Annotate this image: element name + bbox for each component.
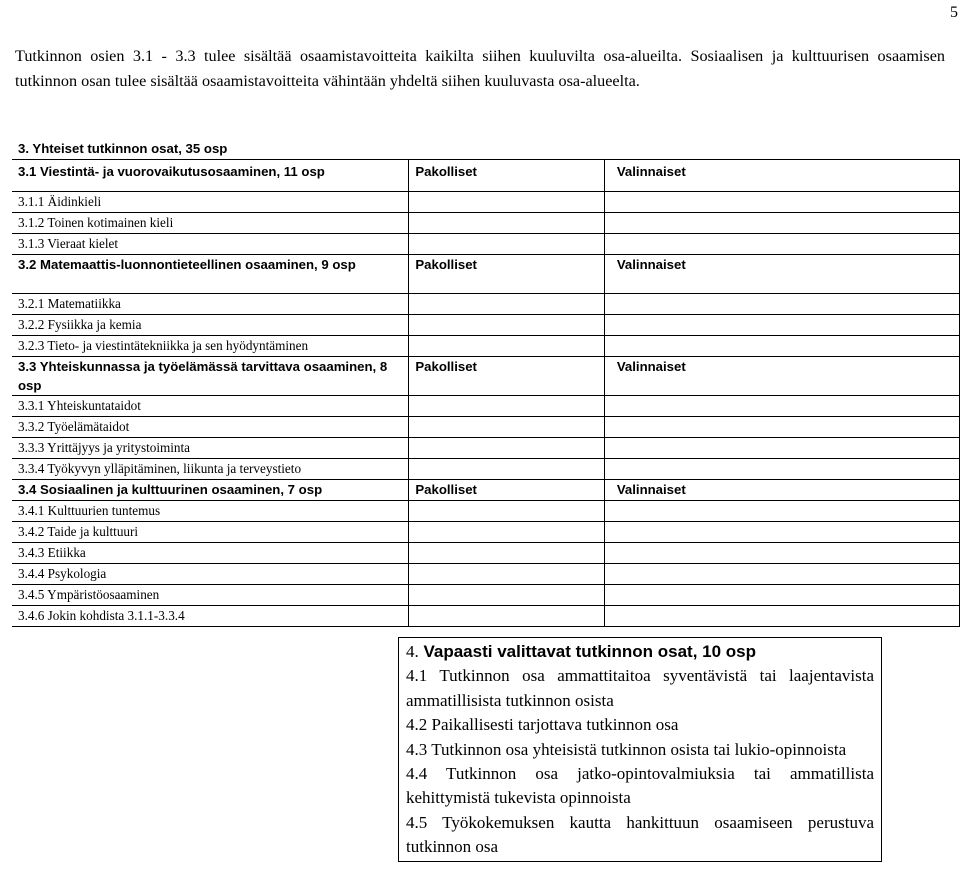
group-header-row xyxy=(12,255,960,294)
mandatory-cell xyxy=(409,522,604,543)
optional-label: Valinnaiset xyxy=(604,357,959,396)
mandatory-cell xyxy=(409,606,604,627)
unit-name: 3.4.1 Kulttuurien tuntemus xyxy=(12,501,409,522)
group-heading: 3.1 Viestintä- ja vuorovaikutusosaaminen, 11 osp xyxy=(12,160,409,192)
optional-cell xyxy=(604,294,959,315)
unit-name: 3.1.2 Toinen kotimainen kieli xyxy=(12,213,409,234)
mandatory-label: Pakolliset xyxy=(409,480,604,501)
free-heading-text: Vapaasti valittavat tutkinnon osat, 10 osp xyxy=(423,642,757,661)
section-3-heading: 3. Yhteiset tutkinnon osat, 35 osp xyxy=(18,141,228,156)
unit-name: 3.4.5 Ympäristöosaaminen xyxy=(12,585,409,606)
table-row xyxy=(12,396,960,417)
unit-name: 3.1.3 Vieraat kielet xyxy=(12,234,409,255)
mandatory-cell xyxy=(409,336,604,357)
optional-cell xyxy=(604,459,959,480)
table-row xyxy=(12,606,960,627)
table-row xyxy=(12,543,960,564)
page-number: 5 xyxy=(950,4,958,21)
optional-cell xyxy=(604,396,959,417)
optional-cell xyxy=(604,501,959,522)
group-heading: 3.4 Sosiaalinen ja kulttuurinen osaaminen, 7 osp xyxy=(12,480,409,501)
optional-cell xyxy=(604,606,959,627)
group-heading: 3.3 Yhteiskunnassa ja työelämässä tarvittava osaaminen, 8 osp xyxy=(12,357,409,396)
group-header-row xyxy=(12,480,960,501)
group-header-row xyxy=(12,160,960,192)
optional-cell xyxy=(604,234,959,255)
unit-name: 3.4.2 Taide ja kulttuuri xyxy=(12,522,409,543)
unit-name: 3.3.4 Työkyvyn ylläpitäminen, liikunta ja terveystieto xyxy=(12,459,409,480)
mandatory-label: Pakolliset xyxy=(409,160,604,192)
optional-cell xyxy=(604,336,959,357)
unit-name: 3.2.2 Fysiikka ja kemia xyxy=(12,315,409,336)
unit-name: 3.3.1 Yhteiskuntataidot xyxy=(12,396,409,417)
table-row xyxy=(12,564,960,585)
unit-name: 3.4.3 Etiikka xyxy=(12,543,409,564)
unit-name: 3.3.3 Yrittäjyys ja yritystoiminta xyxy=(12,438,409,459)
unit-name: 3.1.1 Äidinkieli xyxy=(12,192,409,213)
free-choice-row xyxy=(399,638,882,862)
unit-name: 3.4.6 Jokin kohdista 3.1.1-3.3.4 xyxy=(12,606,409,627)
mandatory-cell xyxy=(409,585,604,606)
mandatory-cell xyxy=(409,438,604,459)
mandatory-label: Pakolliset xyxy=(409,357,604,396)
table-row xyxy=(12,336,960,357)
free-choice-item: 4.2 Paikallisesti tarjottava tutkinnon osa xyxy=(406,715,679,735)
unit-name: 3.4.4 Psykologia xyxy=(12,564,409,585)
mandatory-cell xyxy=(409,459,604,480)
optional-cell xyxy=(604,564,959,585)
mandatory-cell xyxy=(409,543,604,564)
mandatory-cell xyxy=(409,192,604,213)
free-choice-item: 4.1 Tutkinnon osa ammattitaitoa syventävistä tai laajentavista ammatillisista tutkinnon osista xyxy=(406,666,874,710)
optional-cell xyxy=(604,315,959,336)
optional-label: Valinnaiset xyxy=(604,255,959,294)
free-choice-item: 4.3 Tutkinnon osa yhteisistä tutkinnon osista tai lukio-opinnoista xyxy=(406,739,847,759)
free-choice-heading xyxy=(406,640,874,664)
mandatory-cell xyxy=(409,294,604,315)
optional-cell xyxy=(604,543,959,564)
mandatory-cell xyxy=(409,234,604,255)
table-row xyxy=(12,192,960,213)
unit-name: 3.2.3 Tieto- ja viestintätekniikka ja sen hyödyntäminen xyxy=(12,336,409,357)
free-choice-units-table xyxy=(398,637,882,862)
free-choice-cell xyxy=(399,638,882,862)
unit-name: 3.2.1 Matematiikka xyxy=(12,294,409,315)
optional-cell xyxy=(604,585,959,606)
table-row xyxy=(12,438,960,459)
table-row xyxy=(12,459,960,480)
mandatory-cell xyxy=(409,417,604,438)
optional-cell xyxy=(604,522,959,543)
optional-cell xyxy=(604,417,959,438)
mandatory-label: Pakolliset xyxy=(409,255,604,294)
table-row xyxy=(12,213,960,234)
mandatory-cell xyxy=(409,564,604,585)
table-row xyxy=(12,294,960,315)
table-row xyxy=(12,585,960,606)
mandatory-cell xyxy=(409,501,604,522)
optional-label: Valinnaiset xyxy=(604,160,959,192)
free-heading-number: 4. xyxy=(406,642,419,661)
mandatory-cell xyxy=(409,396,604,417)
free-choice-item: 4.5 Työkokemuksen kautta hankittuun osaamiseen perustuva tutkinnon osa xyxy=(406,812,874,857)
table-row xyxy=(12,501,960,522)
optional-label: Valinnaiset xyxy=(604,480,959,501)
optional-cell xyxy=(604,213,959,234)
unit-name: 3.3.2 Työelämätaidot xyxy=(12,417,409,438)
group-header-row xyxy=(12,357,960,396)
common-units-table xyxy=(12,159,960,627)
table-row xyxy=(12,234,960,255)
group-heading: 3.2 Matemaattis-luonnontieteellinen osaaminen, 9 osp xyxy=(12,255,409,294)
table-row xyxy=(12,315,960,336)
intro-paragraph: Tutkinnon osien 3.1 - 3.3 tulee sisältää osaamistavoitteita kaikilta siihen kuuluvilta osa-alueilta. Sosiaalisen ja kulttuurisen osaamisen tutkinnon osan tulee sisältää osaamistavoitteita vähintään yhdeltä siihen kuuluvasta osa-alueelta. xyxy=(15,47,945,90)
table-row xyxy=(12,522,960,543)
optional-cell xyxy=(604,438,959,459)
free-choice-item: 4.4 Tutkinnon osa jatko-opintovalmiuksia tai ammatillista kehittymistä tukevista opinnoista xyxy=(406,764,874,808)
mandatory-cell xyxy=(409,315,604,336)
optional-cell xyxy=(604,192,959,213)
table-row xyxy=(12,417,960,438)
mandatory-cell xyxy=(409,213,604,234)
